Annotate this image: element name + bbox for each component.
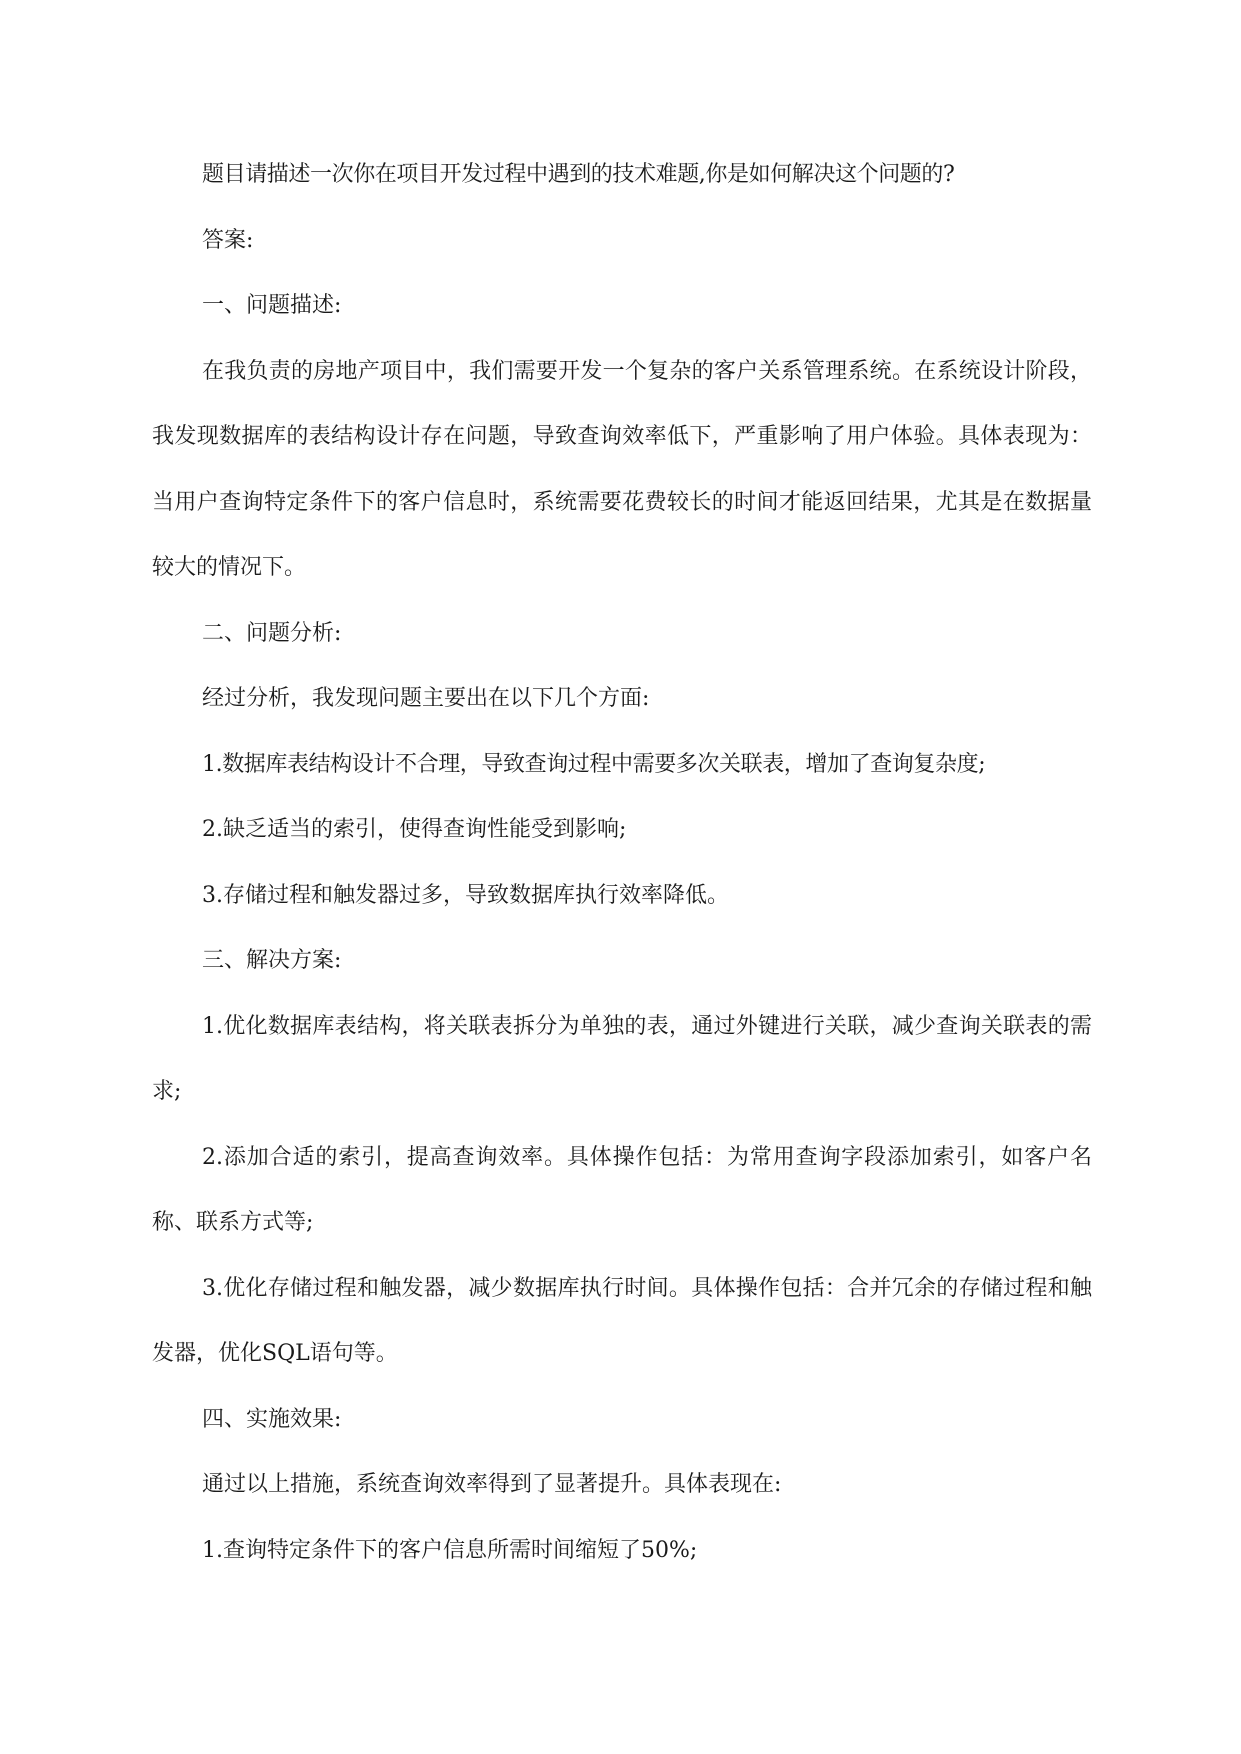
analysis-item-2: 2.缺乏适当的索引，使得查询性能受到影响; <box>202 817 627 842</box>
analysis-intro: 经过分析，我发现问题主要出在以下几个方面: <box>202 686 650 711</box>
solution-item-2: 2.添加合适的索引，提高查询效率。具体操作包括：为常用查询字段添加索引，如客户名称、联系方式等; <box>152 1144 1092 1235</box>
result-intro: 通过以上措施，系统查询效率得到了显著提升。具体表现在: <box>202 1472 782 1497</box>
solution-item-1: 1.优化数据库表结构，将关联表拆分为单独的表，通过外键进行关联，减少查询关联表的需求; <box>152 1013 1092 1104</box>
analysis-item-3: 3.存储过程和触发器过多，导致数据库执行效率降低。 <box>202 882 729 908</box>
result-item-1: 1.查询特定条件下的客户信息所需时间缩短了50%; <box>202 1537 698 1563</box>
solution-item-3: 3.优化存储过程和触发器，减少数据库执行时间。具体操作包括：合并冗余的存储过程和触发器，优化SQL语句等。 <box>152 1275 1092 1366</box>
section-heading-analysis: 二、问题分析: <box>202 620 342 646</box>
answer-label: 答案: <box>202 227 254 253</box>
section-heading-solution: 三、解决方案: <box>202 948 342 973</box>
problem-description: 在我负责的房地产项目中，我们需要开发一个复杂的客户关系管理系统。在系统设计阶段，我发现数据库的表结构设计存在问题，导致查询效率低下，严重影响了用户体验。具体表现为：当用户查询特定条件下的客户信息时，系统需要花费较长的时间才能返回结果，尤其是在数据量较大的情况下。 <box>152 358 1092 580</box>
document-body <box>152 142 1092 1583</box>
analysis-item-1: 1.数据库表结构设计不合理，导致查询过程中需要多次关联表，增加了查询复杂度; <box>202 751 986 777</box>
question-title: 题目请描述一次你在项目开发过程中遇到的技术难题,你是如何解决这个问题的? <box>202 162 955 187</box>
section-heading-problem: 一、问题描述: <box>202 293 342 318</box>
section-heading-result: 四、实施效果: <box>202 1406 342 1432</box>
